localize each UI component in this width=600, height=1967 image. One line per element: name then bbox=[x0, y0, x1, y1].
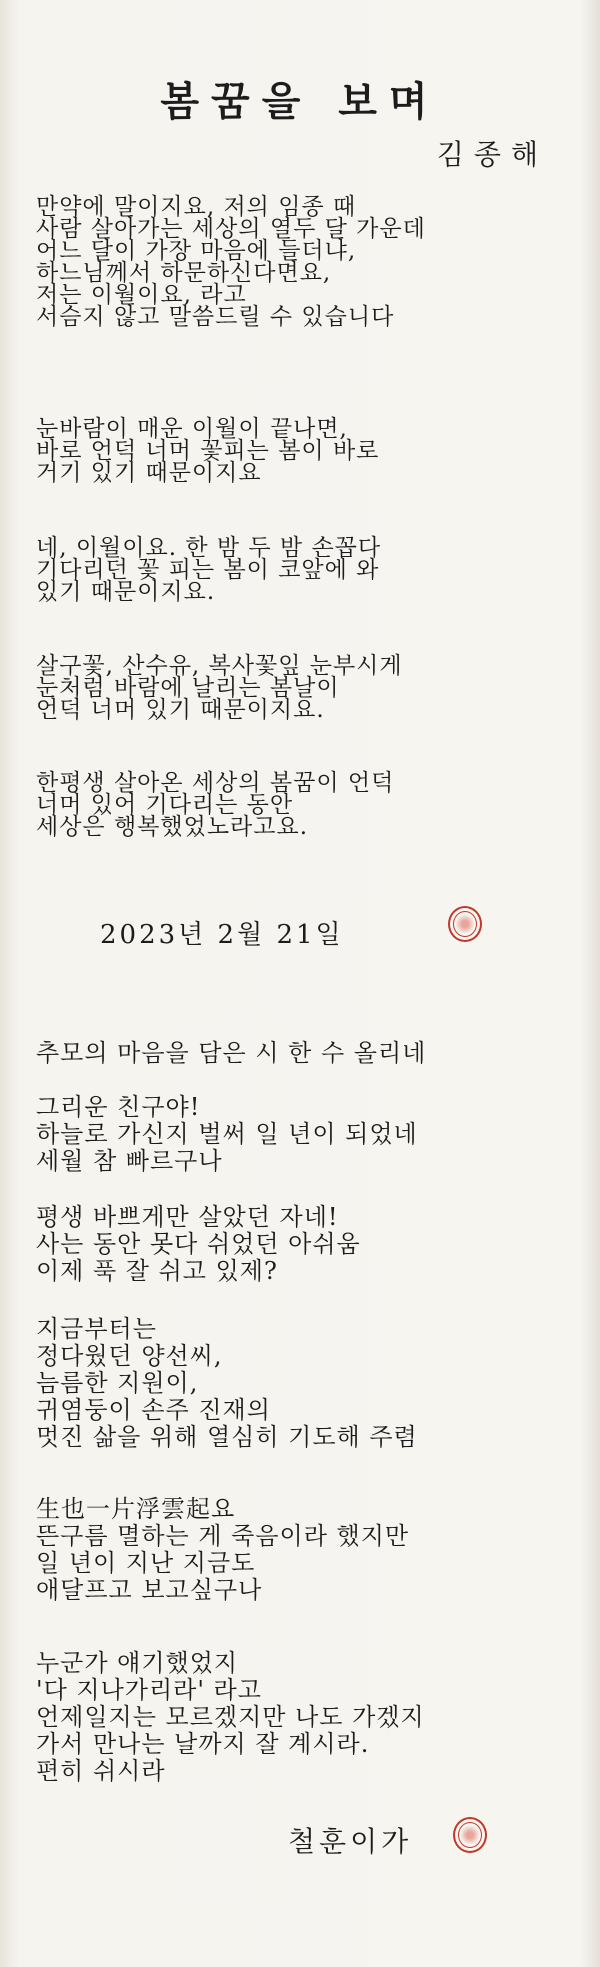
poem-author: 김종해 bbox=[436, 138, 548, 171]
poem-line: 그리운 친구야! bbox=[36, 1093, 201, 1121]
poem-line: 애달프고 보고싶구나 bbox=[36, 1576, 263, 1604]
poem-line: 이제 푹 잘 쉬고 있제? bbox=[36, 1257, 278, 1285]
poem-line: 세월 참 빠르구나 bbox=[36, 1147, 223, 1175]
poem-line: 귀염둥이 손주 진재의 bbox=[36, 1396, 271, 1424]
poem-line: 하느님께서 하문하신다면요, bbox=[36, 260, 332, 286]
poem2-stanza-6 bbox=[36, 1650, 576, 1785]
poem-line: 사는 동안 못다 쉬었던 아쉬움 bbox=[36, 1230, 361, 1258]
poem-line: 거기 있기 때문이지요 bbox=[36, 460, 262, 486]
poem-line: 추모의 마음을 담은 시 한 수 올리네 bbox=[36, 1039, 427, 1067]
poem-line: 뜬구름 멸하는 게 죽음이라 했지만 bbox=[36, 1522, 410, 1550]
poem-line: 바로 언덕 너머 꽃피는 봄이 바로 bbox=[36, 438, 380, 464]
poem-line: 지금부터는 bbox=[36, 1315, 157, 1343]
poem-line: 눈바람이 매운 이월이 끝나면, bbox=[36, 416, 348, 442]
poem-line: 정다웠던 양선씨, bbox=[36, 1342, 223, 1370]
poem-line: 기다리던 꽃 피는 봄이 코앞에 와 bbox=[36, 557, 380, 583]
poem-line: 있기 때문이지요. bbox=[36, 579, 216, 605]
poem2-stanza-5 bbox=[36, 1496, 576, 1604]
poem-line: 가서 만나는 날까지 잘 계시라. bbox=[36, 1730, 370, 1758]
poem-line: '다 지나가리라' 라고 bbox=[36, 1676, 262, 1704]
poem-line: 한평생 살아온 세상의 봄꿈이 언덕 bbox=[36, 770, 395, 796]
poem-date: 2023년 2월 21일 bbox=[100, 920, 344, 950]
poem2-stanza-4 bbox=[36, 1316, 576, 1451]
poem-line: 사람 살아가는 세상의 열두 달 가운데 bbox=[36, 216, 426, 242]
poem-line: 일 년이 지난 지금도 bbox=[36, 1549, 256, 1577]
poem-line: 세상은 행복했었노라고요. bbox=[36, 814, 309, 840]
poem-line: 生也一片浮雲起요 bbox=[36, 1495, 236, 1523]
signature: 철훈이가 bbox=[288, 1825, 413, 1858]
poem-line: 하늘로 가신지 벌써 일 년이 되었네 bbox=[36, 1120, 418, 1148]
poem-line: 저는 이월이요, 라고 bbox=[36, 282, 247, 308]
poem1-stanza-4 bbox=[36, 655, 576, 721]
poem-line: 언제일지는 모르겠지만 나도 가겠지 bbox=[36, 1703, 425, 1731]
poem1-stanza-2 bbox=[36, 418, 576, 484]
poem-line: 평생 바쁘게만 살았던 자네! bbox=[36, 1203, 339, 1231]
red-seal-stamp-icon bbox=[448, 906, 482, 942]
poem-line: 어느 달이 가장 마음에 들더냐, bbox=[36, 238, 357, 264]
poem-line: 서슴지 않고 말씀드릴 수 있습니다 bbox=[36, 304, 395, 330]
poem-line: 네, 이월이요. 한 밤 두 밤 손꼽다 bbox=[36, 535, 382, 561]
poem1-stanza-3 bbox=[36, 537, 576, 603]
poem-line: 편히 쉬시라 bbox=[36, 1757, 166, 1785]
poem-line: 언덕 너머 있기 때문이지요. bbox=[36, 697, 325, 723]
red-seal-stamp-icon bbox=[453, 1817, 487, 1853]
poem-line: 눈처럼 바람에 날리는 봄날이 bbox=[36, 675, 340, 701]
poem2-stanza-3 bbox=[36, 1204, 576, 1285]
poem-title: 봄꿈을 보며 bbox=[160, 78, 440, 125]
poem-line: 만약에 말이지요, 저의 임종 때 bbox=[36, 194, 357, 220]
poem1-stanza-5 bbox=[36, 772, 576, 838]
poem-line: 너머 있어 기다리는 동안 bbox=[36, 792, 294, 818]
poem-line: 늠름한 지원이, bbox=[36, 1369, 199, 1397]
poem2-stanza-2 bbox=[36, 1094, 576, 1175]
poem2-stanza-1 bbox=[36, 1040, 576, 1067]
poem-line: 멋진 삶을 위해 열심히 기도해 주렴 bbox=[36, 1423, 418, 1451]
poem1-stanza-1 bbox=[36, 196, 576, 328]
poem-line: 살구꽃, 산수유, 복사꽃잎 눈부시게 bbox=[36, 653, 403, 679]
poem-line: 누군가 얘기했었지 bbox=[36, 1649, 239, 1677]
